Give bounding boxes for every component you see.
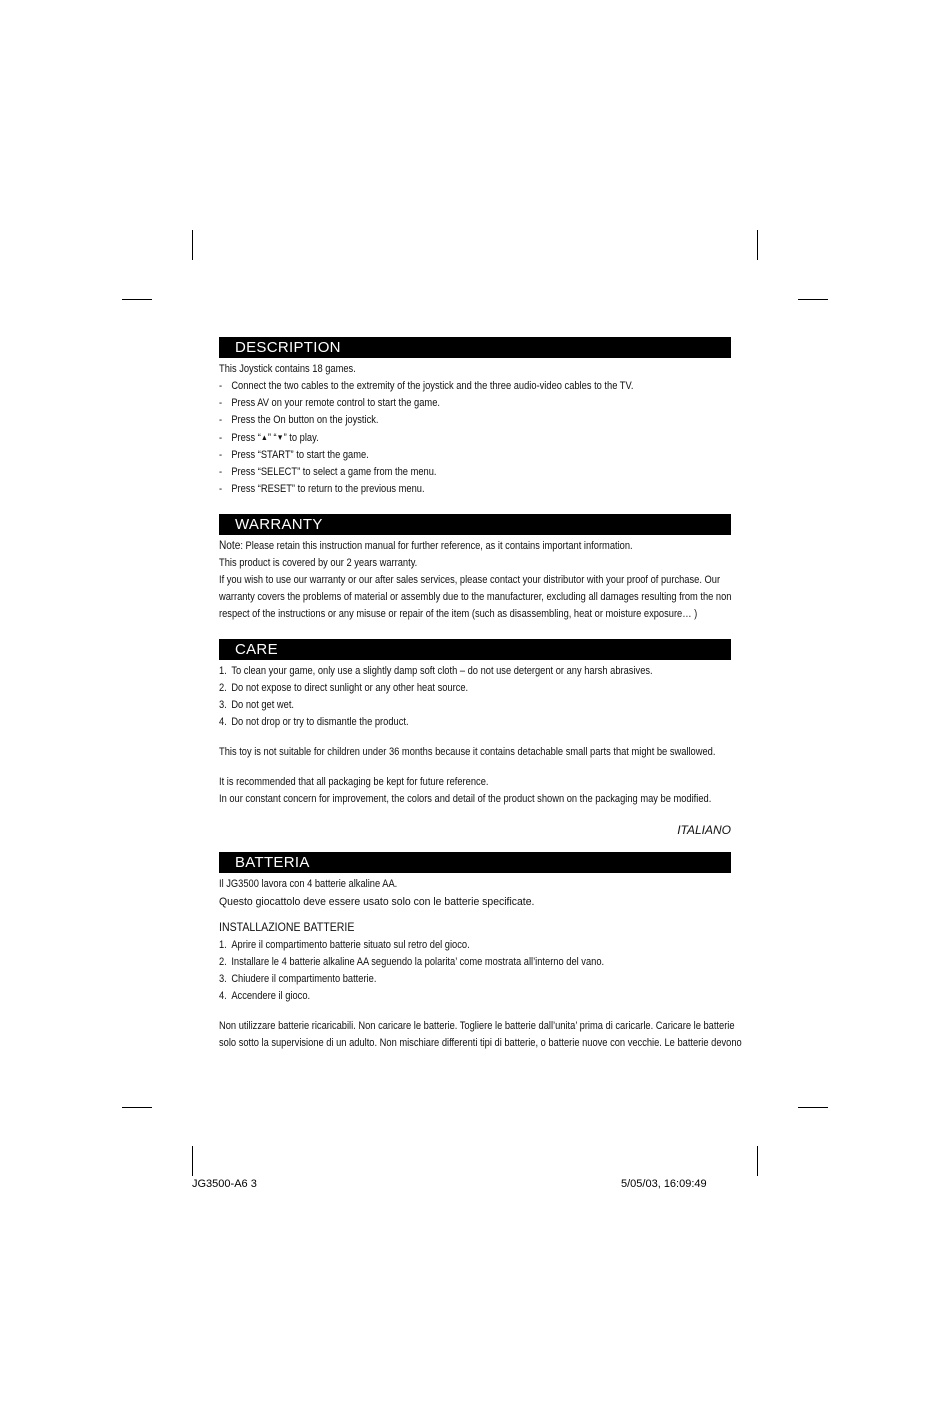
- footer-right: 5/05/03, 16:09:49: [621, 1178, 707, 1190]
- bullet-dash: -: [219, 466, 223, 478]
- batteria-installation-header: INSTALLAZIONE BATTERIE: [219, 922, 355, 934]
- description-intro: This Joystick contains 18 games.: [219, 363, 356, 375]
- crop-mark-top-left-horizontal: [122, 299, 152, 300]
- crop-mark-bottom-left-vertical: [192, 1146, 193, 1176]
- care-item: 1. To clean your game, only use a slightly damp soft cloth – do not use detergent or any harsh abrasives.: [219, 665, 653, 677]
- bullet-dash: -: [219, 397, 223, 409]
- batteria-item: 3. Chiudere il compartimento batterie.: [219, 973, 377, 985]
- care-item: 3. Do not get wet.: [219, 699, 295, 711]
- note-label: Note: [219, 540, 241, 552]
- care-item: 2. Do not expose to direct sunlight or any other heat source.: [219, 682, 469, 694]
- warranty-note: Note: Please retain this instruction manual for further reference, as it contains important information.: [219, 540, 633, 552]
- bullet-dash: -: [219, 449, 223, 461]
- batteria-item: 1. Aprire il compartimento batterie situato sul retro del gioco.: [219, 939, 470, 951]
- care-packaging-note: It is recommended that all packaging be kept for future reference.: [219, 776, 489, 788]
- footer-left: JG3500-A6 3: [192, 1178, 257, 1190]
- crop-mark-bottom-right-horizontal: [798, 1107, 828, 1108]
- crop-mark-top-right-vertical: [757, 230, 758, 260]
- description-item-play: - Press “▲” “▼” to play.: [219, 429, 670, 447]
- description-item: - Press “SELECT” to select a game from the menu.: [219, 464, 670, 481]
- manual-page-content: [219, 337, 742, 1052]
- description-item: - Press AV on your remote control to start the game.: [219, 395, 670, 412]
- batteria-header: BATTERIA: [219, 852, 731, 873]
- bullet-dash: -: [219, 414, 223, 426]
- crop-mark-bottom-right-vertical: [757, 1146, 758, 1176]
- care-header: CARE: [219, 639, 731, 660]
- crop-mark-bottom-left-horizontal: [122, 1107, 152, 1108]
- warranty-coverage: This product is covered by our 2 years warranty.: [219, 557, 418, 569]
- arrow-down-icon: ▼: [276, 433, 284, 442]
- care-age-warning: This toy is not suitable for children under 36 months because it contains detachable small parts that might be swallowed.: [219, 746, 716, 758]
- language-label: ITALIANO: [677, 823, 731, 837]
- bullet-dash: -: [219, 380, 223, 392]
- batteria-paragraph: Non utilizzare batterie ricaricabili. Non caricare le batterie. Togliere le batterie dall’unita’ prima di caricarle. Caricare le batterie solo sotto la supervisione di un adulto. Non mischiare differenti tipi di batterie, o batterie nuove con vecchie. Le batterie devono: [219, 1020, 742, 1049]
- description-item: - Press the On button on the joystick.: [219, 412, 670, 429]
- batteria-line-1: Il JG3500 lavora con 4 batterie alkaline AA.: [219, 878, 398, 890]
- crop-mark-top-left-vertical: [192, 230, 193, 260]
- arrow-up-icon: ▲: [260, 433, 268, 442]
- bullet-dash: -: [219, 483, 223, 495]
- bullet-dash: -: [219, 432, 223, 444]
- crop-mark-top-right-horizontal: [798, 299, 828, 300]
- description-item: - Press “RESET” to return to the previous menu.: [219, 481, 670, 498]
- care-improvement-note: In our constant concern for improvement, the colors and detail of the product shown on the packaging may be modified.: [219, 793, 712, 805]
- batteria-item: 4. Accendere il gioco.: [219, 990, 311, 1002]
- description-header: DESCRIPTION: [219, 337, 731, 358]
- batteria-item: 2. Installare le 4 batterie alkaline AA seguendo la polarita’ come mostrata all’interno del vano.: [219, 956, 605, 968]
- warranty-paragraph: If you wish to use our warranty or our after sales services, please contact your distributor with your proof of purchase. Our warranty covers the problems of material or assembly due to the manufacturer, excluding all damages resulting from the non respect of the instructions or any misuse or repair of the item (such as disassembling, heat or moisture exposure… ): [219, 574, 732, 620]
- care-item: 4. Do not drop or try to dismantle the product.: [219, 716, 409, 728]
- description-item: - Press “START” to start the game.: [219, 447, 670, 464]
- description-item: - Connect the two cables to the extremity of the joystick and the three audio-video cables to the TV.: [219, 378, 670, 395]
- batteria-line-2: Questo giocattolo deve essere usato solo con le batterie specificate.: [219, 896, 535, 908]
- warranty-header: WARRANTY: [219, 514, 731, 535]
